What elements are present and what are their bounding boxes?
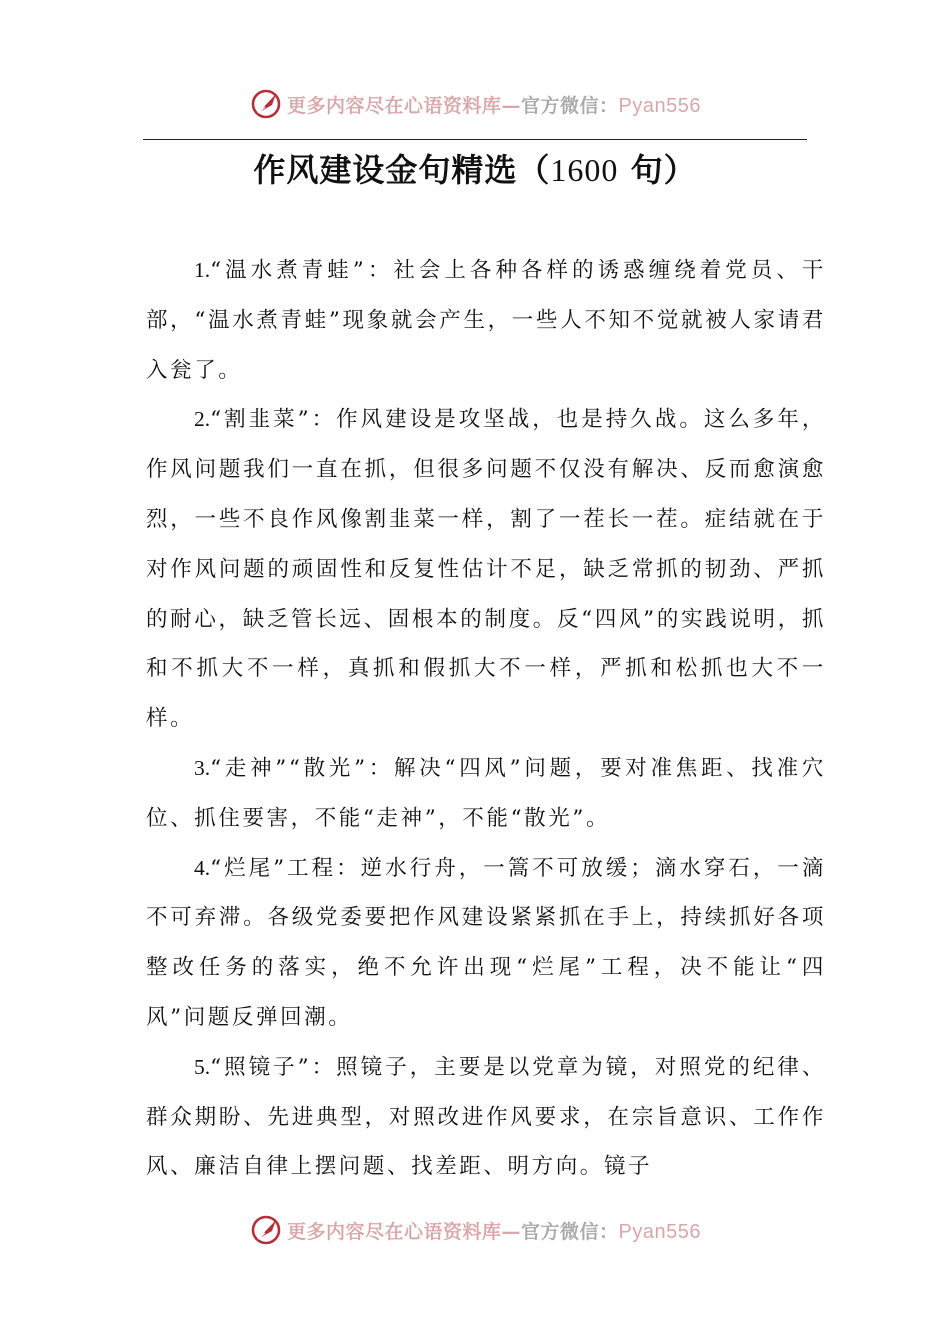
header-watermark [0, 84, 950, 124]
paragraph-5: 5.“照镜子”：照镜子，主要是以党章为镜，对照党的纪律、群众期盼、先进典型，对照改进作风要求，在宗旨意识、工作作风、廉洁自律上摆问题、找差距、明方向。镜子 [146, 1054, 826, 1180]
document-body [146, 246, 826, 1192]
header-divider [143, 139, 807, 140]
quill-logo-icon [249, 87, 283, 121]
paragraph-2: 2.“割韭菜”：作风建设是攻坚战，也是持久战。这么多年，作风问题我们一直在抓，但很多问题不仅没有解决、反而愈演愈烈，一些不良作风像割韭菜一样，割了一茬长一茬。症结就在于对作风问题的顽固性和反复性估计不足，缺乏常抓的韧劲、严抓的耐心，缺乏管长远、固根本的制度。反“四风”的实践说明，抓和不抓大不一样，真抓和假抓大不一样，严抓和松抓也大不一样。 [146, 407, 826, 732]
quill-logo-icon [249, 1213, 283, 1247]
watermark-text: 更多内容尽在心语资料库—官方微信：Pyan556 [287, 94, 701, 117]
footer-watermark [0, 1210, 950, 1250]
document-title: 作风建设金句精选（1600 句） [253, 151, 697, 189]
paragraph-3: 3.“走神”“散光”：解决“四风”问题，要对准焦距、找准穴位、抓住要害，不能“走神”，不能“散光”。 [146, 755, 826, 831]
watermark-text: 更多内容尽在心语资料库—官方微信：Pyan556 [287, 1220, 701, 1243]
paragraph-4: 4.“烂尾”工程：逆水行舟，一篙不可放缓；滴水穿石，一滴不可弃滞。各级党委要把作风建设紧紧抓在手上，持续抓好各项整改任务的落实，绝不允许出现“烂尾”工程，决不能让“四风”问题反弹回潮。 [146, 855, 826, 1030]
paragraph-1: 1.“温水煮青蛙”：社会上各种各样的诱惑缠绕着党员、干部，“温水煮青蛙”现象就会产生，一些人不知不觉就被人家请君入瓮了。 [146, 258, 826, 383]
